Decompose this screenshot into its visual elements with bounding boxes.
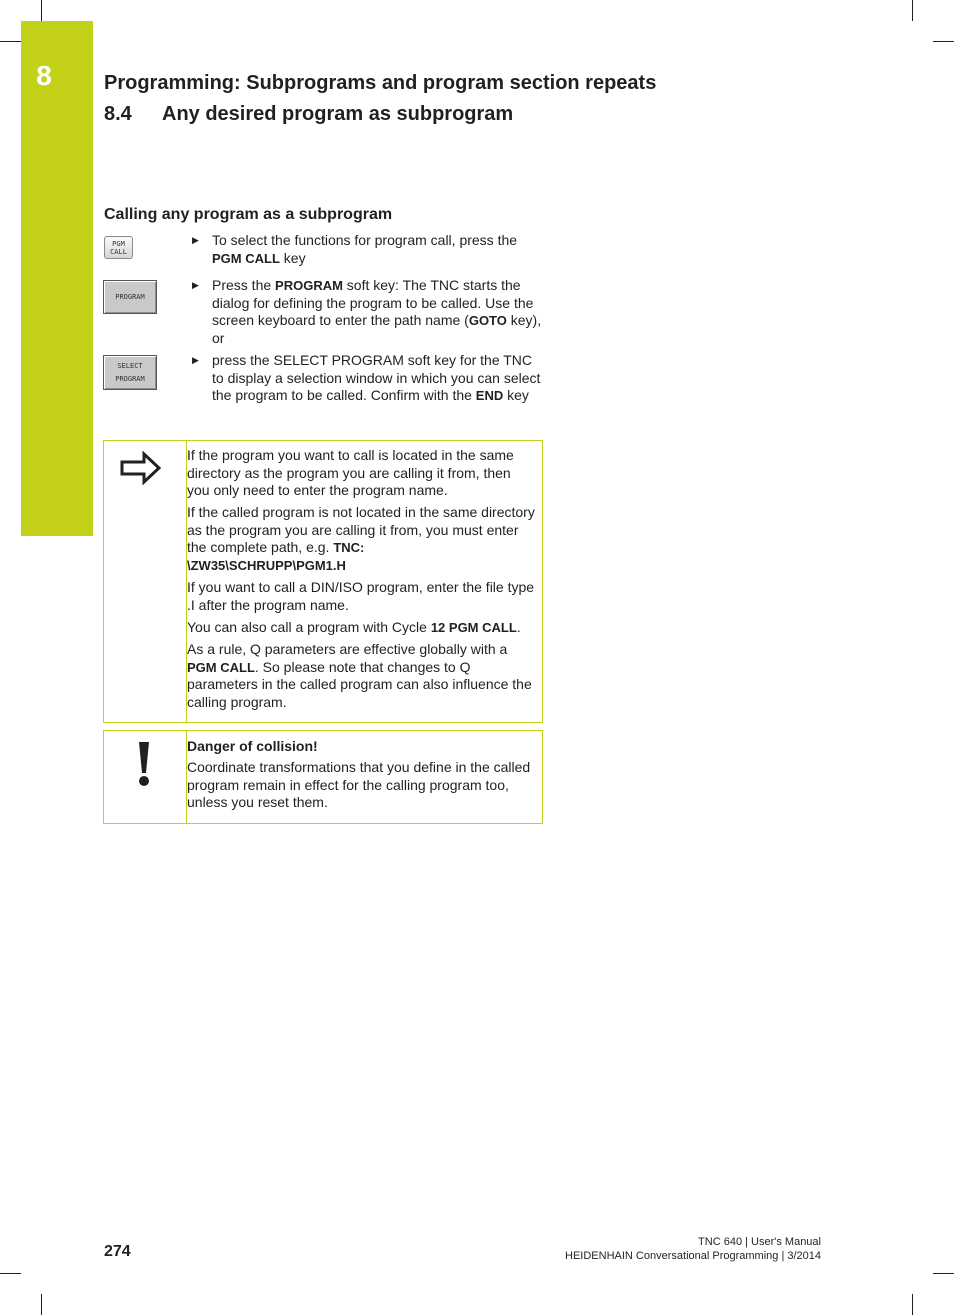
crop-mark — [0, 1273, 21, 1274]
warning-text: Coordinate transformations that you define in the called program remain in effect for the calling program too, unless you reset them. — [187, 759, 531, 811]
triangle-bullet-icon: ▶ — [192, 235, 199, 245]
warning-title: Danger of collision! — [187, 738, 318, 754]
select-program-softkey-icon — [103, 355, 157, 390]
footer-line: HEIDENHAIN Conversational Programming | 3/2014 — [565, 1250, 821, 1262]
softkey-label: SELECT — [117, 361, 143, 370]
program-softkey-icon — [103, 280, 157, 314]
crop-mark — [933, 41, 954, 42]
chapter-number: 8 — [36, 60, 52, 91]
softkey-label: PROGRAM — [115, 374, 145, 383]
pgm-call-key-icon — [104, 236, 133, 259]
step-2: ▶ Press the PROGRAM soft key: The TNC starts the dialog for defining the program to be called. Use the screen keyboard to enter the path name (GOTO key), or — [192, 277, 542, 346]
crop-mark — [0, 41, 21, 42]
note-paragraph: You can also call a program with Cycle 12 PGM CALL. — [187, 619, 521, 635]
crop-mark — [933, 1273, 954, 1274]
arrow-right-icon — [120, 451, 162, 485]
crop-mark — [41, 0, 42, 21]
note-paragraph: If the program you want to call is located in the same directory as the program you are calling it from, then you only need to enter the program name. — [187, 447, 514, 499]
step-3: ▶ press the SELECT PROGRAM soft key for the TNC to display a selection window in which you can select the program to be called. Confirm with the END key — [192, 352, 541, 404]
chapter-tab — [21, 21, 93, 536]
note-paragraph: If you want to call a DIN/ISO program, enter the file type .I after the program name. — [187, 579, 535, 613]
page-number: 274 — [104, 1243, 131, 1260]
section-number: 8.4 — [104, 103, 132, 125]
crop-mark — [912, 1294, 913, 1315]
key-label: CALL — [110, 248, 127, 256]
crop-mark — [912, 0, 913, 21]
softkey-label: PROGRAM — [115, 292, 145, 301]
triangle-bullet-icon: ▶ — [192, 355, 199, 365]
crop-mark — [41, 1294, 42, 1315]
section-title — [104, 103, 513, 126]
key-label: PGM — [112, 240, 125, 248]
note-paragraph: If the called program is not located in the same directory as the program you are calling it from, you must enter the complete path, e.g. TNC: \ZW35\SCHRUPP\PGM1.H — [187, 504, 535, 573]
sub-heading: Calling any program as a subprogram — [104, 206, 393, 223]
triangle-bullet-icon: ▶ — [192, 280, 199, 290]
footer-line: TNC 640 | User's Manual — [698, 1236, 821, 1248]
note-paragraph: As a rule, Q parameters are effective globally with a PGM CALL. So please note that changes to Q parameters in the called program can also influence the calling program. — [187, 641, 532, 710]
step-1: ▶ To select the functions for program call, press the PGM CALL key — [192, 232, 518, 266]
section-title-text: Any desired program as subprogram — [162, 103, 514, 125]
exclamation-icon — [136, 741, 152, 787]
footer-info — [565, 1235, 821, 1263]
chapter-title: Programming: Subprograms and program section repeats — [104, 72, 657, 94]
